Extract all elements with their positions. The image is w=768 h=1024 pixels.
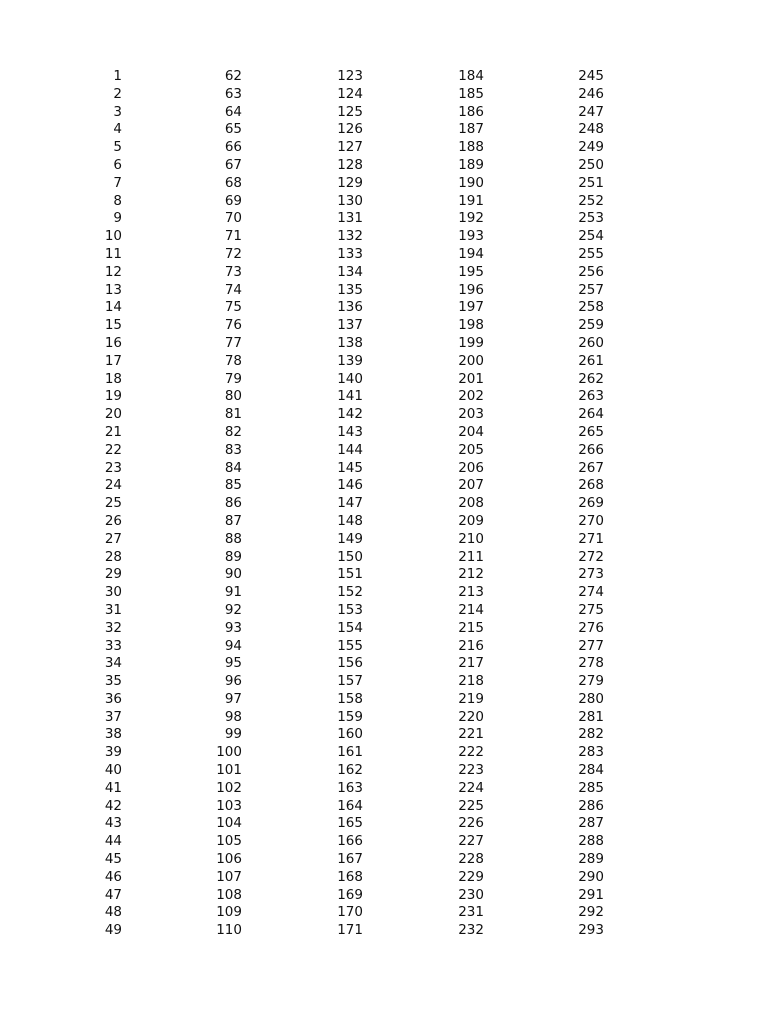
- table-row: [0, 317, 768, 335]
- table-cell: 285: [578, 779, 604, 796]
- table-cell: 264: [578, 406, 604, 423]
- table-cell: 41: [104, 779, 122, 796]
- table-cell: 227: [458, 833, 484, 850]
- table-cell: 184: [458, 68, 484, 84]
- table-cell: 40: [104, 762, 122, 779]
- table-cell: 83: [224, 441, 242, 458]
- table-cell: 254: [578, 228, 604, 245]
- table-cell: 245: [578, 68, 604, 84]
- table-cell: 219: [458, 690, 484, 707]
- table-cell: 36: [104, 690, 122, 707]
- table-row: [0, 477, 768, 495]
- table-cell: 201: [458, 370, 484, 387]
- table-cell: 64: [224, 103, 242, 120]
- table-cell: 2: [113, 85, 122, 102]
- table-row: [0, 282, 768, 300]
- table-cell: 37: [104, 708, 122, 725]
- table-cell: 129: [337, 174, 363, 191]
- table-cell: 48: [104, 904, 122, 921]
- table-cell: 193: [458, 228, 484, 245]
- table-cell: 212: [458, 566, 484, 583]
- table-cell: 8: [113, 192, 122, 209]
- table-cell: 104: [216, 815, 242, 832]
- table-row: [0, 442, 768, 460]
- table-row: [0, 762, 768, 780]
- table-cell: 272: [578, 548, 604, 565]
- table-row: [0, 549, 768, 567]
- table-cell: 225: [458, 797, 484, 814]
- table-cell: 270: [578, 512, 604, 529]
- table-row: [0, 566, 768, 584]
- table-cell: 223: [458, 762, 484, 779]
- table-cell: 290: [578, 868, 604, 885]
- table-cell: 100: [216, 744, 242, 761]
- table-cell: 217: [458, 655, 484, 672]
- table-cell: 30: [104, 584, 122, 601]
- table-cell: 82: [224, 423, 242, 440]
- table-cell: 63: [224, 85, 242, 102]
- table-cell: 107: [216, 868, 242, 885]
- table-cell: 152: [337, 584, 363, 601]
- table-row: [0, 228, 768, 246]
- table-cell: 102: [216, 779, 242, 796]
- table-cell: 192: [458, 210, 484, 227]
- table-cell: 258: [578, 299, 604, 316]
- table-cell: 191: [458, 192, 484, 209]
- table-cell: 79: [224, 370, 242, 387]
- table-cell: 271: [578, 530, 604, 547]
- table-cell: 108: [216, 886, 242, 903]
- table-cell: 273: [578, 566, 604, 583]
- table-cell: 145: [337, 459, 363, 476]
- table-row: [0, 335, 768, 353]
- table-cell: 12: [104, 263, 122, 280]
- table-cell: 280: [578, 690, 604, 707]
- table-cell: 72: [224, 245, 242, 262]
- table-row: [0, 887, 768, 905]
- table-cell: 49: [104, 922, 122, 939]
- table-cell: 247: [578, 103, 604, 120]
- table-cell: 29: [104, 566, 122, 583]
- table-cell: 62: [224, 68, 242, 84]
- table-cell: 19: [104, 388, 122, 405]
- table-row: [0, 744, 768, 762]
- table-cell: 202: [458, 388, 484, 405]
- table-cell: 70: [224, 210, 242, 227]
- table-cell: 253: [578, 210, 604, 227]
- table-row: [0, 726, 768, 744]
- table-cell: 109: [216, 904, 242, 921]
- table-cell: 158: [337, 690, 363, 707]
- table-cell: 106: [216, 851, 242, 868]
- table-cell: 91: [224, 584, 242, 601]
- table-cell: 65: [224, 121, 242, 138]
- table-cell: 125: [337, 103, 363, 120]
- table-cell: 186: [458, 103, 484, 120]
- table-row: [0, 620, 768, 638]
- table-cell: 39: [104, 744, 122, 761]
- table-cell: 99: [224, 726, 242, 743]
- table-cell: 206: [458, 459, 484, 476]
- table-cell: 88: [224, 530, 242, 547]
- table-cell: 203: [458, 406, 484, 423]
- table-row: [0, 246, 768, 264]
- table-cell: 231: [458, 904, 484, 921]
- table-row: [0, 299, 768, 317]
- table-cell: 265: [578, 423, 604, 440]
- table-cell: 156: [337, 655, 363, 672]
- table-cell: 28: [104, 548, 122, 565]
- table-cell: 289: [578, 851, 604, 868]
- table-cell: 45: [104, 851, 122, 868]
- table-cell: 250: [578, 156, 604, 173]
- table-cell: 46: [104, 868, 122, 885]
- table-cell: 32: [104, 619, 122, 636]
- table-cell: 44: [104, 833, 122, 850]
- table-cell: 226: [458, 815, 484, 832]
- table-cell: 188: [458, 139, 484, 156]
- table-cell: 144: [337, 441, 363, 458]
- table-row: [0, 851, 768, 869]
- table-cell: 252: [578, 192, 604, 209]
- table-cell: 209: [458, 512, 484, 529]
- table-cell: 155: [337, 637, 363, 654]
- table-cell: 75: [224, 299, 242, 316]
- table-cell: 269: [578, 495, 604, 512]
- table-cell: 215: [458, 619, 484, 636]
- table-cell: 200: [458, 352, 484, 369]
- table-cell: 132: [337, 228, 363, 245]
- table-cell: 256: [578, 263, 604, 280]
- table-row: [0, 121, 768, 139]
- table-cell: 142: [337, 406, 363, 423]
- table-cell: 150: [337, 548, 363, 565]
- table-cell: 232: [458, 922, 484, 939]
- table-cell: 25: [104, 495, 122, 512]
- table-cell: 92: [224, 601, 242, 618]
- table-cell: 187: [458, 121, 484, 138]
- table-cell: 6: [113, 156, 122, 173]
- table-cell: 7: [113, 174, 122, 191]
- table-cell: 139: [337, 352, 363, 369]
- table-cell: 230: [458, 886, 484, 903]
- table-cell: 283: [578, 744, 604, 761]
- table-cell: 165: [337, 815, 363, 832]
- table-cell: 199: [458, 334, 484, 351]
- table-cell: 95: [224, 655, 242, 672]
- table-cell: 101: [216, 762, 242, 779]
- table-cell: 76: [224, 317, 242, 334]
- table-cell: 105: [216, 833, 242, 850]
- table-cell: 135: [337, 281, 363, 298]
- table-cell: 194: [458, 245, 484, 262]
- table-cell: 38: [104, 726, 122, 743]
- table-cell: 208: [458, 495, 484, 512]
- table-row: [0, 68, 768, 86]
- table-cell: 9: [113, 210, 122, 227]
- table-cell: 221: [458, 726, 484, 743]
- table-row: [0, 424, 768, 442]
- table-cell: 164: [337, 797, 363, 814]
- table-cell: 197: [458, 299, 484, 316]
- table-cell: 89: [224, 548, 242, 565]
- table-cell: 161: [337, 744, 363, 761]
- table-cell: 96: [224, 673, 242, 690]
- table-cell: 257: [578, 281, 604, 298]
- table-cell: 170: [337, 904, 363, 921]
- table-row: [0, 673, 768, 691]
- table-row: [0, 104, 768, 122]
- table-cell: 33: [104, 637, 122, 654]
- table-cell: 286: [578, 797, 604, 814]
- table-cell: 78: [224, 352, 242, 369]
- table-cell: 213: [458, 584, 484, 601]
- table-cell: 20: [104, 406, 122, 423]
- table-cell: 293: [578, 922, 604, 939]
- table-cell: 133: [337, 245, 363, 262]
- table-cell: 14: [104, 299, 122, 316]
- table-cell: 205: [458, 441, 484, 458]
- table-cell: 263: [578, 388, 604, 405]
- table-row: [0, 139, 768, 157]
- table-cell: 218: [458, 673, 484, 690]
- table-cell: 166: [337, 833, 363, 850]
- table-cell: 134: [337, 263, 363, 280]
- table-row: [0, 709, 768, 727]
- table-cell: 35: [104, 673, 122, 690]
- table-row: [0, 655, 768, 673]
- table-row: [0, 157, 768, 175]
- table-cell: 23: [104, 459, 122, 476]
- table-row: [0, 371, 768, 389]
- table-cell: 260: [578, 334, 604, 351]
- table-cell: 185: [458, 85, 484, 102]
- table-cell: 18: [104, 370, 122, 387]
- table-cell: 71: [224, 228, 242, 245]
- table-cell: 229: [458, 868, 484, 885]
- table-cell: 5: [113, 139, 122, 156]
- table-cell: 31: [104, 601, 122, 618]
- table-cell: 3: [113, 103, 122, 120]
- table-cell: 124: [337, 85, 363, 102]
- table-cell: 291: [578, 886, 604, 903]
- table-row: [0, 193, 768, 211]
- table-row: [0, 904, 768, 922]
- table-cell: 255: [578, 245, 604, 262]
- table-row: [0, 638, 768, 656]
- table-cell: 141: [337, 388, 363, 405]
- table-cell: 43: [104, 815, 122, 832]
- table-cell: 22: [104, 441, 122, 458]
- table-cell: 220: [458, 708, 484, 725]
- table-cell: 287: [578, 815, 604, 832]
- table-cell: 17: [104, 352, 122, 369]
- table-cell: 168: [337, 868, 363, 885]
- table-cell: 130: [337, 192, 363, 209]
- table-cell: 148: [337, 512, 363, 529]
- table-row: [0, 833, 768, 851]
- table-cell: 85: [224, 477, 242, 494]
- table-cell: 136: [337, 299, 363, 316]
- table-cell: 149: [337, 530, 363, 547]
- table-cell: 24: [104, 477, 122, 494]
- table-cell: 80: [224, 388, 242, 405]
- table-cell: 204: [458, 423, 484, 440]
- table-cell: 151: [337, 566, 363, 583]
- table-cell: 81: [224, 406, 242, 423]
- table-cell: 288: [578, 833, 604, 850]
- table-cell: 277: [578, 637, 604, 654]
- table-row: [0, 353, 768, 371]
- table-cell: 228: [458, 851, 484, 868]
- table-cell: 10: [104, 228, 122, 245]
- table-cell: 98: [224, 708, 242, 725]
- table-cell: 261: [578, 352, 604, 369]
- table-cell: 146: [337, 477, 363, 494]
- table-cell: 282: [578, 726, 604, 743]
- table-cell: 123: [337, 68, 363, 84]
- table-cell: 162: [337, 762, 363, 779]
- table-cell: 126: [337, 121, 363, 138]
- table-cell: 196: [458, 281, 484, 298]
- table-cell: 74: [224, 281, 242, 298]
- table-row: [0, 86, 768, 104]
- table-cell: 110: [216, 922, 242, 939]
- table-cell: 214: [458, 601, 484, 618]
- table-cell: 21: [104, 423, 122, 440]
- table-cell: 222: [458, 744, 484, 761]
- table-row: [0, 922, 768, 940]
- table-row: [0, 513, 768, 531]
- table-cell: 267: [578, 459, 604, 476]
- table-cell: 15: [104, 317, 122, 334]
- table-cell: 251: [578, 174, 604, 191]
- table-cell: 42: [104, 797, 122, 814]
- table-cell: 27: [104, 530, 122, 547]
- table-row: [0, 531, 768, 549]
- table-cell: 128: [337, 156, 363, 173]
- table-cell: 127: [337, 139, 363, 156]
- table-cell: 137: [337, 317, 363, 334]
- table-cell: 160: [337, 726, 363, 743]
- table-cell: 4: [113, 121, 122, 138]
- table-cell: 246: [578, 85, 604, 102]
- table-cell: 279: [578, 673, 604, 690]
- table-cell: 73: [224, 263, 242, 280]
- table-row: [0, 780, 768, 798]
- table-cell: 11: [104, 245, 122, 262]
- table-cell: 97: [224, 690, 242, 707]
- table-row: [0, 584, 768, 602]
- table-row: [0, 406, 768, 424]
- table-cell: 131: [337, 210, 363, 227]
- table-cell: 169: [337, 886, 363, 903]
- table-cell: 284: [578, 762, 604, 779]
- table-cell: 143: [337, 423, 363, 440]
- table-cell: 154: [337, 619, 363, 636]
- table-row: [0, 175, 768, 193]
- table-cell: 171: [337, 922, 363, 939]
- table-cell: 195: [458, 263, 484, 280]
- table-cell: 249: [578, 139, 604, 156]
- table-row: [0, 210, 768, 228]
- table-cell: 86: [224, 495, 242, 512]
- table-cell: 87: [224, 512, 242, 529]
- table-cell: 274: [578, 584, 604, 601]
- table-cell: 138: [337, 334, 363, 351]
- table-cell: 210: [458, 530, 484, 547]
- table-cell: 68: [224, 174, 242, 191]
- table-cell: 276: [578, 619, 604, 636]
- table-row: [0, 460, 768, 478]
- table-cell: 262: [578, 370, 604, 387]
- table-cell: 66: [224, 139, 242, 156]
- table-cell: 147: [337, 495, 363, 512]
- table-cell: 94: [224, 637, 242, 654]
- table-cell: 34: [104, 655, 122, 672]
- table-cell: 190: [458, 174, 484, 191]
- table-cell: 13: [104, 281, 122, 298]
- table-cell: 69: [224, 192, 242, 209]
- table-cell: 157: [337, 673, 363, 690]
- table-cell: 266: [578, 441, 604, 458]
- table-cell: 248: [578, 121, 604, 138]
- table-cell: 1: [113, 68, 122, 84]
- table-cell: 211: [458, 548, 484, 565]
- table-cell: 26: [104, 512, 122, 529]
- table-cell: 159: [337, 708, 363, 725]
- table-cell: 67: [224, 156, 242, 173]
- table-cell: 275: [578, 601, 604, 618]
- table-cell: 207: [458, 477, 484, 494]
- table-row: [0, 495, 768, 513]
- table-cell: 84: [224, 459, 242, 476]
- table-cell: 292: [578, 904, 604, 921]
- table-cell: 259: [578, 317, 604, 334]
- table-row: [0, 264, 768, 282]
- table-cell: 103: [216, 797, 242, 814]
- table-row: [0, 798, 768, 816]
- table-cell: 140: [337, 370, 363, 387]
- table-cell: 268: [578, 477, 604, 494]
- table-row: [0, 602, 768, 620]
- table-cell: 47: [104, 886, 122, 903]
- table-cell: 163: [337, 779, 363, 796]
- table-cell: 278: [578, 655, 604, 672]
- table-cell: 77: [224, 334, 242, 351]
- number-table: [0, 68, 768, 940]
- table-cell: 153: [337, 601, 363, 618]
- table-row: [0, 869, 768, 887]
- table-cell: 189: [458, 156, 484, 173]
- table-cell: 224: [458, 779, 484, 796]
- table-row: [0, 691, 768, 709]
- table-row: [0, 388, 768, 406]
- table-cell: 216: [458, 637, 484, 654]
- table-row: [0, 815, 768, 833]
- table-cell: 93: [224, 619, 242, 636]
- table-cell: 281: [578, 708, 604, 725]
- table-cell: 167: [337, 851, 363, 868]
- table-cell: 16: [104, 334, 122, 351]
- table-cell: 198: [458, 317, 484, 334]
- table-cell: 90: [224, 566, 242, 583]
